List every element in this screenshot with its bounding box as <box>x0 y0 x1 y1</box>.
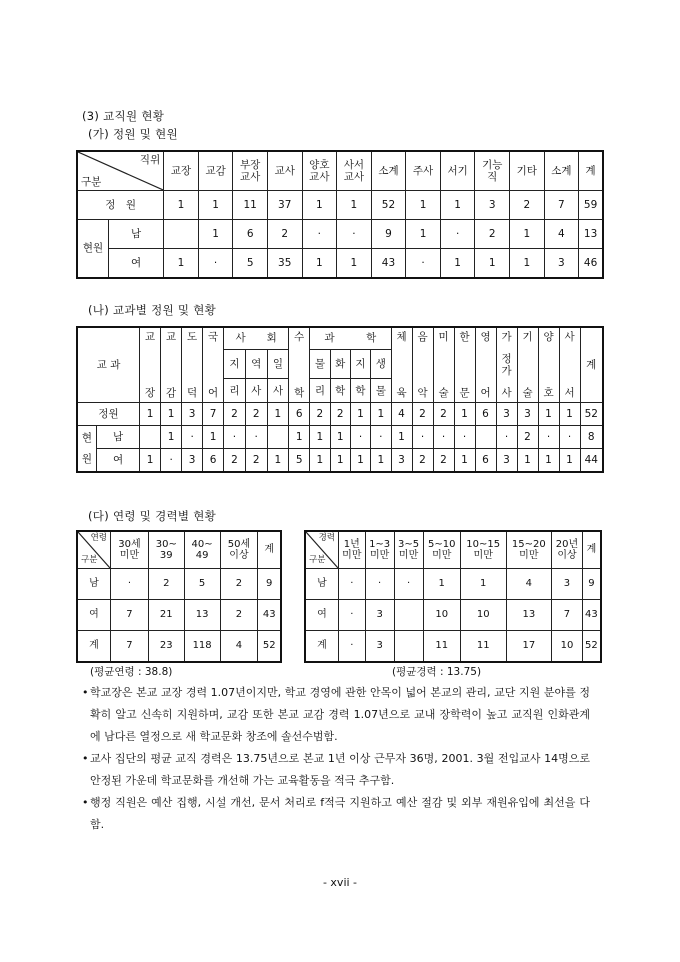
table-cell: 2 <box>220 569 258 600</box>
table-row <box>77 426 603 449</box>
table-cell: 7 <box>111 631 149 663</box>
table-cell: 1 <box>337 249 372 279</box>
table-cell: · <box>339 569 366 600</box>
table-cell: 13 <box>506 600 552 631</box>
subject-header: 학 <box>330 379 350 403</box>
table-cell: · <box>538 426 559 449</box>
corner-bottom-label: 구분 <box>309 555 326 566</box>
section-title: (3) 교직원 현황 <box>82 109 165 123</box>
table-cell <box>267 426 289 449</box>
subject-char: 악 <box>417 386 428 399</box>
table-cell: 3 <box>517 403 538 426</box>
subject-char: 어 <box>208 386 219 399</box>
table-cell: · <box>161 449 182 473</box>
table-cell: 1 <box>440 191 475 220</box>
row-label: 정 원 <box>77 191 164 220</box>
table-cell: · <box>365 569 394 600</box>
column-header: 기타 <box>510 151 545 191</box>
bullet-text: 행정 직원은 예산 집행, 시설 개선, 문서 처리로 f적극 지원하고 예산 절감 및 외부 재원유입에 최선을 다함. <box>90 796 590 831</box>
table-cell: 6 <box>203 449 224 473</box>
column-header: 1~3 미만 <box>365 531 394 569</box>
row-sublabel: 남 <box>97 426 140 449</box>
table-cell <box>164 220 199 249</box>
bullet-text: 학교장은 본교 교장 경력 1.07년이지만, 학교 경영에 관한 안목이 넓어 본교의 관리, 교단 지원 분야를 정확히 알고 신속히 지원하며, 교감 또한 본교 교감 경력 1.07년으로 교내 장학력이 높고 교직원 인화관계에 남다른 열정으로 새 학교문화 창조에 솔선수범함. <box>90 686 590 743</box>
subject-header <box>517 327 538 403</box>
table-cell: 1 <box>517 449 538 473</box>
subject-char: 기 <box>522 331 533 343</box>
table-cell: 3 <box>475 191 510 220</box>
table-cell: 3 <box>496 449 517 473</box>
table-header-row <box>305 531 601 569</box>
table-cell: · <box>339 600 366 631</box>
column-header: 30세 미만 <box>111 531 149 569</box>
table-cell: 1 <box>330 426 350 449</box>
table-cell: 2 <box>412 403 433 426</box>
table-cell: 7 <box>203 403 224 426</box>
table-cell: 1 <box>391 426 412 449</box>
bullet-mark: • <box>82 686 89 699</box>
column-header: 20년 이상 <box>552 531 583 569</box>
table-cell: 52 <box>371 191 406 220</box>
column-header: 기능 직 <box>475 151 510 191</box>
table-cell: 23 <box>148 631 184 663</box>
table-row <box>305 600 601 631</box>
subsection-c-title: (다) 연령 및 경력별 현황 <box>88 509 217 523</box>
table-cell: 1 <box>198 191 233 220</box>
career-table <box>304 530 602 663</box>
table-cell: 3 <box>552 569 583 600</box>
corner-bottom-label: 구분 <box>81 175 102 188</box>
subject-header <box>496 327 517 403</box>
corner-bottom-label: 구분 <box>81 555 98 566</box>
table-cell: · <box>394 569 423 600</box>
table-cell: · <box>406 249 441 279</box>
row-label: 여 <box>77 600 111 631</box>
table-cell: · <box>339 631 366 663</box>
table-cell: 21 <box>148 600 184 631</box>
subject-header: 역 <box>245 349 267 379</box>
column-header: 소계 <box>371 151 406 191</box>
subject-table <box>76 326 604 473</box>
subject-char: 사 <box>501 386 512 399</box>
table-cell: 52 <box>580 403 603 426</box>
row-label: 남 <box>77 569 111 600</box>
table-cell: 1 <box>454 449 475 473</box>
column-header: 교감 <box>198 151 233 191</box>
table-cell: 2 <box>310 403 330 426</box>
table-cell: 13 <box>184 600 220 631</box>
bullet-mark: • <box>82 796 89 809</box>
table-cell: 17 <box>506 631 552 663</box>
column-header: 교사 <box>267 151 302 191</box>
table-cell: 2 <box>330 403 350 426</box>
table-cell: 3 <box>365 631 394 663</box>
table-cell: 3 <box>365 600 394 631</box>
table-cell: · <box>433 426 454 449</box>
table-cell: 1 <box>460 569 506 600</box>
subject-header <box>433 327 454 403</box>
table-cell: 1 <box>330 449 350 473</box>
table-cell: 6 <box>289 403 310 426</box>
column-header: 교장 <box>164 151 199 191</box>
table-cell: 4 <box>506 569 552 600</box>
column-header: 40~ 49 <box>184 531 220 569</box>
table-cell: 10 <box>460 600 506 631</box>
table-cell: 1 <box>267 403 289 426</box>
column-header: 5~10 미만 <box>423 531 460 569</box>
corner-cell <box>77 151 164 191</box>
table-cell <box>475 426 496 449</box>
table-cell: 1 <box>440 249 475 279</box>
subject-header <box>559 327 580 403</box>
table-cell: 3 <box>496 403 517 426</box>
table-cell: 1 <box>164 249 199 279</box>
table-cell: 11 <box>233 191 268 220</box>
subject-char: 체 <box>396 331 407 343</box>
subject-char: 서 <box>564 386 575 399</box>
subject-header <box>161 327 182 403</box>
table-cell: 1 <box>510 220 545 249</box>
corner-cell <box>305 531 339 569</box>
table-row <box>77 600 281 631</box>
bullet-mark: • <box>82 752 89 765</box>
table-cell: 46 <box>579 249 603 279</box>
subject-header <box>538 327 559 403</box>
subject-header: 일 <box>267 349 289 379</box>
subsection-b-title: (나) 교과별 정원 및 현황 <box>88 303 217 317</box>
column-header: 사서 교사 <box>337 151 372 191</box>
table-cell: · <box>224 426 246 449</box>
table-cell: 1 <box>161 426 182 449</box>
table-cell: 1 <box>423 569 460 600</box>
row-label: 남 <box>305 569 339 600</box>
table-row <box>77 449 603 473</box>
column-header: 30~ 39 <box>148 531 184 569</box>
table-cell: 2 <box>224 449 246 473</box>
table-cell: · <box>337 220 372 249</box>
column-header: 계 <box>258 531 281 569</box>
subject-header: 지 <box>350 349 370 379</box>
table-cell: 2 <box>245 449 267 473</box>
table-cell <box>394 600 423 631</box>
table-cell: 2 <box>510 191 545 220</box>
subject-char: 호 <box>543 386 554 399</box>
table-cell <box>394 631 423 663</box>
row-group-label <box>77 426 97 473</box>
group-header: 사 회 <box>224 327 289 349</box>
table-cell: 1 <box>310 449 330 473</box>
table-cell: 1 <box>350 449 370 473</box>
subject-char: 어 <box>480 386 491 399</box>
subject-char: 술 <box>522 386 533 399</box>
table-header-row <box>77 151 603 191</box>
corner-top-label: 연령 <box>90 533 107 543</box>
subject-char: 양 <box>543 331 554 343</box>
table-cell: 118 <box>184 631 220 663</box>
table-cell: · <box>111 569 149 600</box>
subject-header <box>475 327 496 403</box>
corner-cell: 교 과 <box>77 327 140 403</box>
table-cell: 1 <box>267 449 289 473</box>
row-group-char: 현 <box>81 432 93 445</box>
group-header: 과 학 <box>310 327 391 349</box>
table-cell: 1 <box>371 449 391 473</box>
table-cell: 1 <box>289 426 310 449</box>
table-cell: 1 <box>140 449 161 473</box>
table-cell: 1 <box>350 403 370 426</box>
column-header: 10~15 미만 <box>460 531 506 569</box>
table-cell: 2 <box>224 403 246 426</box>
table-cell: 43 <box>582 600 601 631</box>
table-cell: 6 <box>475 449 496 473</box>
subject-char: 미 <box>438 331 449 343</box>
table-cell: 9 <box>258 569 281 600</box>
subject-char: 한 <box>459 331 470 343</box>
corner-top-label: 직위 <box>139 154 161 166</box>
column-header: 계 <box>582 531 601 569</box>
subject-char: 도 <box>187 331 198 343</box>
table-cell: · <box>371 426 391 449</box>
subject-header <box>203 327 224 403</box>
subject-char: 수 <box>294 331 305 343</box>
subject-header <box>391 327 412 403</box>
table-cell: 1 <box>406 220 441 249</box>
subject-header: 리 <box>224 379 246 403</box>
table-cell: 1 <box>164 191 199 220</box>
table-cell: · <box>198 249 233 279</box>
subject-header: 학 <box>350 379 370 403</box>
table-cell <box>140 426 161 449</box>
subject-char: 교 <box>145 331 156 343</box>
table-cell: 4 <box>391 403 412 426</box>
table-cell: 43 <box>371 249 406 279</box>
column-header: 주사 <box>406 151 441 191</box>
row-label: 계 <box>305 631 339 663</box>
subject-char: 교 <box>166 331 177 343</box>
subject-char: 정 가 <box>501 352 512 377</box>
subject-header: 물 <box>310 349 330 379</box>
table-cell: 1 <box>559 449 580 473</box>
table-cell: 1 <box>302 249 337 279</box>
table-row <box>77 569 281 600</box>
subject-header: 지 <box>224 349 246 379</box>
table-cell: 35 <box>267 249 302 279</box>
table-cell: 2 <box>220 600 258 631</box>
page-number: - xvii - <box>322 876 358 889</box>
table-cell: 2 <box>148 569 184 600</box>
table-cell: 43 <box>258 600 281 631</box>
table-cell: · <box>350 426 370 449</box>
table-cell: 1 <box>140 403 161 426</box>
subject-header <box>182 327 203 403</box>
table-cell: 1 <box>559 403 580 426</box>
table-cell: 1 <box>538 403 559 426</box>
subject-header <box>289 327 310 403</box>
table-cell: 5 <box>184 569 220 600</box>
table-cell: 1 <box>406 191 441 220</box>
table-cell: 4 <box>220 631 258 663</box>
subject-header: 리 <box>310 379 330 403</box>
table-cell: 2 <box>517 426 538 449</box>
column-header: 소계 <box>544 151 579 191</box>
corner-cell <box>77 531 111 569</box>
table-cell: 59 <box>579 191 603 220</box>
table-cell: 11 <box>460 631 506 663</box>
table-cell: 1 <box>538 449 559 473</box>
subject-header: 생 <box>371 349 391 379</box>
subject-char: 감 <box>166 386 177 399</box>
subject-header: 사 <box>245 379 267 403</box>
table-row <box>77 631 281 663</box>
subject-char: 덕 <box>187 386 198 399</box>
table-cell: 1 <box>475 249 510 279</box>
column-header: 15~20 미만 <box>506 531 552 569</box>
subject-char: 장 <box>145 386 156 399</box>
table-row <box>305 631 601 663</box>
table-cell: · <box>182 426 203 449</box>
subject-char: 영 <box>480 331 491 343</box>
row-group-char: 원 <box>81 452 93 465</box>
table-cell: 9 <box>371 220 406 249</box>
table-cell: 13 <box>579 220 603 249</box>
table-cell: 7 <box>111 600 149 631</box>
table-cell: 1 <box>510 249 545 279</box>
table-cell: · <box>440 220 475 249</box>
table-cell: 3 <box>182 449 203 473</box>
table-cell: · <box>412 426 433 449</box>
subject-header: 사 <box>267 379 289 403</box>
table-cell: · <box>559 426 580 449</box>
column-header: 50세 이상 <box>220 531 258 569</box>
age-table <box>76 530 282 663</box>
table-cell: 1 <box>337 191 372 220</box>
table-row <box>305 569 601 600</box>
column-header: 1년 미만 <box>339 531 366 569</box>
table-cell: 2 <box>433 403 454 426</box>
subject-header <box>412 327 433 403</box>
table-cell: 5 <box>289 449 310 473</box>
table-cell: 7 <box>544 191 579 220</box>
subject-char: 국 <box>208 331 219 343</box>
table-cell: 52 <box>258 631 281 663</box>
subject-char: 음 <box>417 331 428 343</box>
table-cell: 2 <box>433 449 454 473</box>
table-row <box>77 220 603 249</box>
row-label: 여 <box>305 600 339 631</box>
table-cell: · <box>245 426 267 449</box>
table-cell: 2 <box>267 220 302 249</box>
table-cell: 3 <box>391 449 412 473</box>
table-cell: 1 <box>161 403 182 426</box>
subject-header <box>454 327 475 403</box>
bullet-item <box>82 682 590 748</box>
total-header: 계 <box>580 327 603 403</box>
table-cell: · <box>496 426 517 449</box>
subject-header: 물 <box>371 379 391 403</box>
table-cell: 1 <box>454 403 475 426</box>
average-career-note: (평균경력 : 13.75) <box>392 666 482 678</box>
average-age-note: (평균연령 : 38.8) <box>90 666 173 678</box>
table-cell: 3 <box>544 249 579 279</box>
subject-header: 화 <box>330 349 350 379</box>
subsection-a-title: (가) 정원 및 현원 <box>88 127 178 141</box>
subject-header <box>140 327 161 403</box>
row-sublabel: 여 <box>109 249 164 279</box>
bullet-text: 교사 집단의 평균 교직 경력은 13.75년으로 본교 1년 이상 근무자 36명, 2001. 3월 전입교사 14명으로 안정된 가운데 학교문화를 개선해 가는 교육활동을 적극 추구함. <box>90 752 590 787</box>
staff-table <box>76 150 604 279</box>
table-cell: 9 <box>582 569 601 600</box>
row-sublabel: 남 <box>109 220 164 249</box>
table-cell: 37 <box>267 191 302 220</box>
table-cell: 1 <box>198 220 233 249</box>
column-header: 3~5 미만 <box>394 531 423 569</box>
table-header-row <box>77 531 281 569</box>
table-cell: 2 <box>245 403 267 426</box>
subject-char: 사 <box>564 331 575 343</box>
subject-char: 문 <box>459 386 470 399</box>
table-cell: 10 <box>552 631 583 663</box>
row-label: 정원 <box>77 403 140 426</box>
table-cell: 1 <box>310 426 330 449</box>
subject-char: 가 <box>501 331 512 343</box>
table-row <box>77 249 603 279</box>
table-row <box>77 191 603 220</box>
row-sublabel: 여 <box>97 449 140 473</box>
table-cell: 10 <box>423 600 460 631</box>
table-cell: 2 <box>412 449 433 473</box>
table-cell: 8 <box>580 426 603 449</box>
table-cell: 1 <box>371 403 391 426</box>
table-cell: 52 <box>582 631 601 663</box>
column-header: 서기 <box>440 151 475 191</box>
table-header-row <box>77 327 603 349</box>
column-header: 계 <box>579 151 603 191</box>
table-cell: 44 <box>580 449 603 473</box>
table-cell: 7 <box>552 600 583 631</box>
bullet-item <box>82 792 590 836</box>
table-cell: · <box>454 426 475 449</box>
table-cell: 4 <box>544 220 579 249</box>
column-header: 부장 교사 <box>233 151 268 191</box>
table-cell: 1 <box>302 191 337 220</box>
table-cell: 11 <box>423 631 460 663</box>
table-cell: · <box>302 220 337 249</box>
corner-top-label: 경력 <box>318 533 335 543</box>
table-cell: 6 <box>233 220 268 249</box>
table-row <box>77 403 603 426</box>
table-cell: 3 <box>182 403 203 426</box>
subject-char: 술 <box>438 386 449 399</box>
subject-char: 학 <box>294 386 305 399</box>
column-header: 양호 교사 <box>302 151 337 191</box>
row-group-label: 현원 <box>77 220 109 279</box>
table-cell: 5 <box>233 249 268 279</box>
table-cell: 6 <box>475 403 496 426</box>
row-label: 계 <box>77 631 111 663</box>
bullet-item <box>82 748 590 792</box>
table-cell: 1 <box>203 426 224 449</box>
table-cell: 2 <box>475 220 510 249</box>
subject-char: 육 <box>396 386 407 399</box>
